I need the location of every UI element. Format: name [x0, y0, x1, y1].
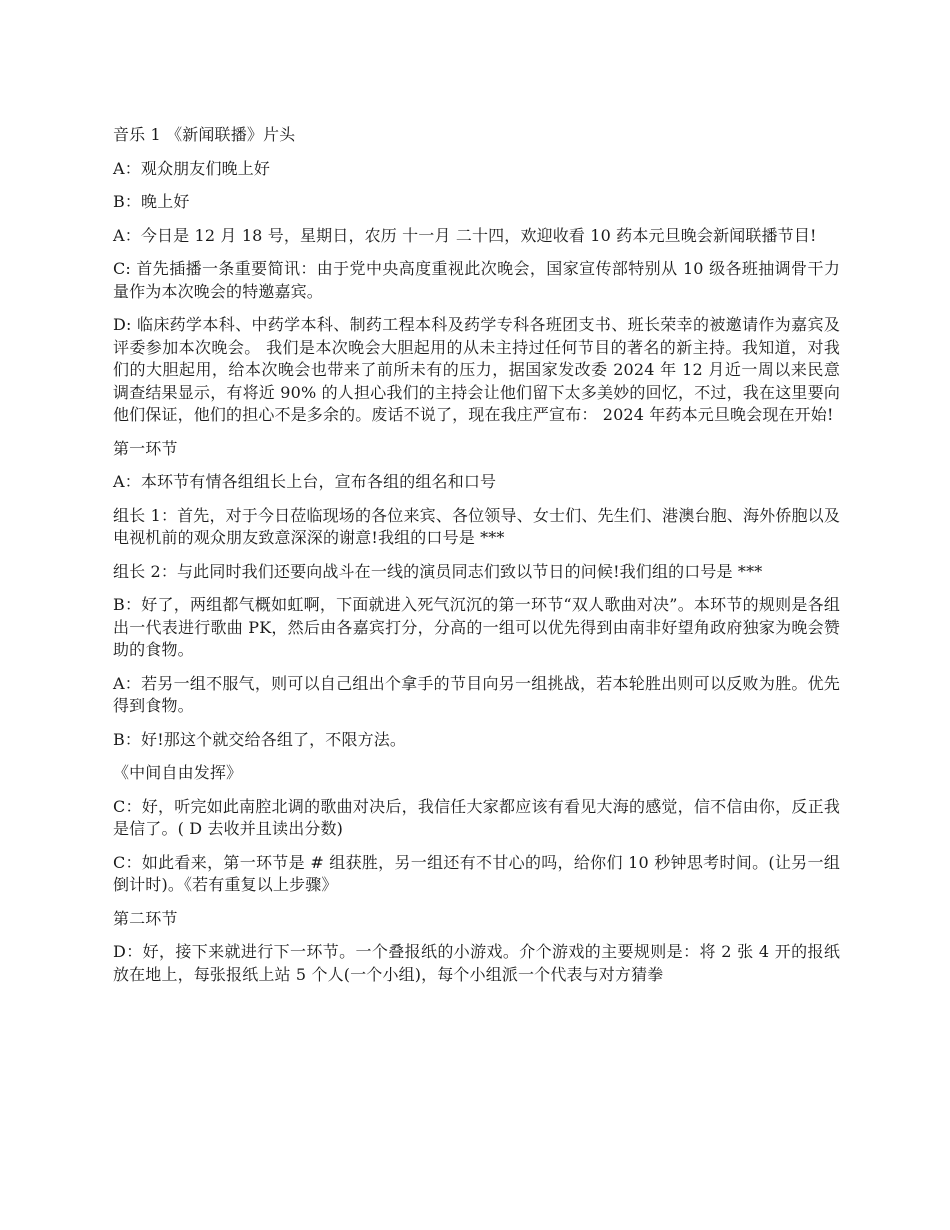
- section-heading-round-1: 第一环节: [113, 438, 178, 458]
- paragraph-leader-1: 组长 1：首先，对于今日莅临现场的各位来宾、各位领导、女士们、先生们、港澳台胞、海外侨胞以及电视机前的观众朋友致意深深的谢意!我组的口号是 ***: [113, 505, 840, 547]
- paragraph-a-challenge: A：若另一组不服气，则可以自己组出个拿手的节目向另一组挑战，若本轮胜出则可以反败为胜。优先得到食物。: [113, 673, 840, 715]
- paragraph-b-rules: B：好了，两组都气概如虹啊，下面就进入死气沉沉的第一环节“双人歌曲对决”。本环节的规则是各组出一代表进行歌曲 PK，然后由各嘉宾打分，分高的一组可以优先得到由南非好望角政府独家为晚会赞助的食物。: [113, 595, 840, 659]
- paragraph-b-greeting: B：晚上好: [113, 192, 190, 211]
- paragraph-b-handoff: B：好!那这个就交给各组了，不限方法。: [113, 729, 407, 749]
- paragraph-leader-2: 组长 2：与此同时我们还要向战斗在一线的演员同志们致以节日的问候!我们组的口号是 ***: [113, 561, 763, 581]
- paragraph-free-play: 《中间自由发挥》: [113, 763, 243, 782]
- document-body: [113, 124, 840, 997]
- paragraph-a-round-1-intro: A：本环节有情各组组长上台，宣布各组的组名和口号: [113, 472, 497, 491]
- paragraph-music-intro: 音乐 1 《新闻联播》片头: [113, 125, 296, 144]
- paragraph-d-guests: D: 临床药学本科、中药学本科、制药工程本科及药学专科各班团支书、班长荣幸的被邀请作为嘉宾及评委参加本次晚会。 我们是本次晚会大胆起用的从未主持过任何节目的著名的新主持。我知道，对我们的大胆起用，给本次晚会也带来了前所未有的压力，据国家发改委 2024 年 12 月近一周以来民意调查结果显示，有将近 90% 的人担心我们的主持会让他们留下太多美妙的回忆，不过，我在这里要向他们保证，他们的担心不是多余的。废话不说了，现在我庄严宣布： 2024 年药本元旦晚会现在开始!: [113, 315, 840, 424]
- paragraph-c-after-duel: C：好，听完如此南腔北调的歌曲对决后，我信任大家都应该有看见大海的感觉，信不信由你，反正我是信了。( D 去收并且读出分数): [113, 796, 840, 838]
- section-heading-round-2: 第二环节: [113, 908, 178, 928]
- paragraph-c-result: C：如此看来，第一环节是 # 组获胜，另一组还有不甘心的吗，给你们 10 秒钟思考时间。(让另一组倒计时)。《若有重复以上步骤》: [113, 852, 840, 894]
- paragraph-a-greeting: A：观众朋友们晚上好: [113, 158, 271, 178]
- paragraph-c-bulletin: C: 首先插播一条重要简讯：由于党中央高度重视此次晚会，国家宣传部特别从 10 级各班抽调骨干力量作为本次晚会的特邀嘉宾。: [113, 259, 840, 301]
- paragraph-a-date: A：今日是 12 月 18 号，星期日，农历 十一月 二十四，欢迎收看 10 药本元旦晚会新闻联播节目!: [113, 225, 817, 245]
- paragraph-d-newspaper-game: D：好，接下来就进行下一环节。一个叠报纸的小游戏。介个游戏的主要规则是：将 2 张 4 开的报纸放在地上，每张报纸上站 5 个人(一个小组)，每个小组派一个代表与对方猜拳: [113, 942, 840, 984]
